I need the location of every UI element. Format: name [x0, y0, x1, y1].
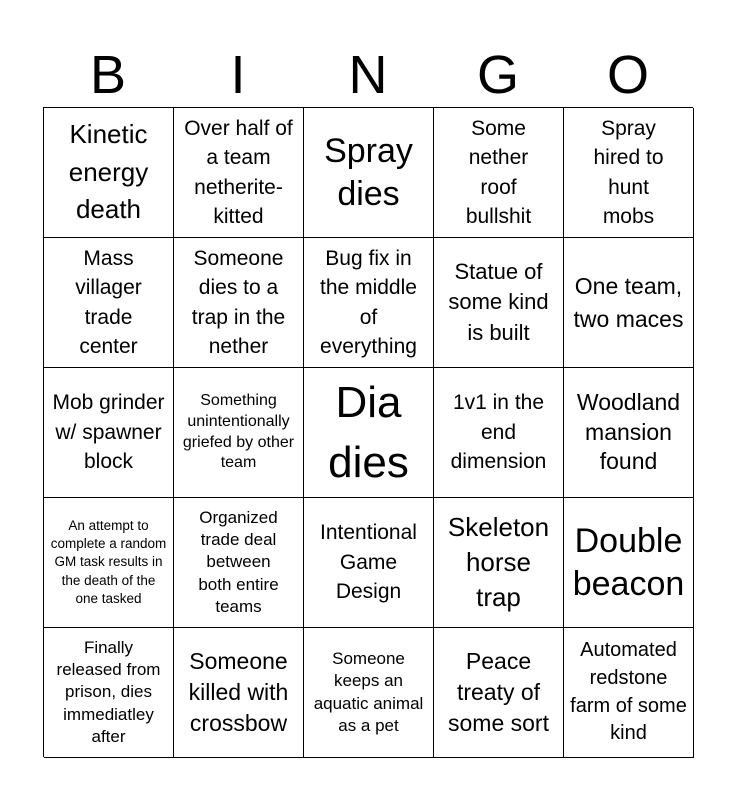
bingo-board — [43, 107, 693, 757]
cell-text: Dia dies — [328, 378, 409, 487]
bingo-cell[interactable] — [174, 498, 304, 628]
cell-text: Someone keeps an aquatic animal as a pet — [313, 649, 424, 735]
cell-text: Mass villager trade center — [75, 246, 142, 358]
bingo-cell[interactable] — [304, 498, 434, 628]
cell-text: Something unintentionally griefed by other team — [182, 391, 295, 472]
bingo-cell[interactable] — [304, 368, 434, 498]
cell-text: Some nether roof bullshit — [465, 116, 532, 228]
bingo-cell[interactable] — [44, 108, 174, 238]
cell-text: Someone dies to a trap in the nether — [191, 246, 286, 358]
cell-text: Woodland mansion found — [576, 388, 681, 475]
bingo-header — [43, 44, 693, 106]
header-letter-n: N — [348, 45, 388, 105]
bingo-cell[interactable] — [304, 628, 434, 758]
cell-text: Intentional Game Design — [320, 521, 417, 604]
cell-text: Organized trade deal between both entire teams — [198, 508, 279, 616]
bingo-cell[interactable] — [434, 498, 564, 628]
cell-text: Spray dies — [324, 132, 413, 213]
cell-text: 1v1 in the end dimension — [450, 391, 547, 474]
cell-text: Automated redstone farm of some kind — [570, 639, 687, 745]
bingo-cell[interactable] — [44, 368, 174, 498]
cell-text: Spray hired to hunt mobs — [593, 116, 664, 228]
cell-text: Statue of some kind is built — [448, 258, 549, 345]
bingo-cell[interactable] — [434, 238, 564, 368]
bingo-cell[interactable] — [44, 498, 174, 628]
bingo-cell[interactable] — [434, 368, 564, 498]
bingo-cell[interactable] — [564, 628, 694, 758]
bingo-cell[interactable] — [174, 628, 304, 758]
cell-text: Double beacon — [572, 522, 685, 603]
header-letter-o: O — [606, 45, 649, 105]
bingo-cell[interactable] — [44, 628, 174, 758]
cell-text: Someone killed with crossbow — [188, 647, 289, 737]
cell-text: Mob grinder w/ spawner block — [52, 391, 165, 474]
bingo-cell[interactable] — [564, 498, 694, 628]
cell-text: Skeleton horse trap — [447, 511, 550, 613]
bingo-cell[interactable] — [304, 108, 434, 238]
bingo-cell[interactable] — [434, 628, 564, 758]
cell-text: Bug fix in the middle of everything — [320, 246, 417, 358]
bingo-cell[interactable] — [174, 368, 304, 498]
cell-text: Kinetic energy death — [68, 118, 149, 225]
bingo-cell[interactable] — [564, 238, 694, 368]
bingo-cell[interactable] — [174, 108, 304, 238]
bingo-cell[interactable] — [434, 108, 564, 238]
header-letter-b: B — [89, 45, 127, 105]
bingo-cell[interactable] — [564, 368, 694, 498]
cell-text: Over half of a team netherite-kitted — [184, 116, 293, 228]
bingo-cell[interactable] — [174, 238, 304, 368]
cell-text: Finally released from prison, dies immediatley after — [56, 638, 161, 746]
bingo-cell[interactable] — [44, 238, 174, 368]
cell-text: One team, two maces — [573, 273, 684, 332]
cell-text: Peace treaty of some sort — [448, 647, 549, 737]
bingo-cell[interactable] — [304, 238, 434, 368]
header-letter-i: I — [230, 45, 246, 105]
header-letter-g: G — [476, 45, 519, 105]
bingo-cell[interactable] — [564, 108, 694, 238]
cell-text: An attempt to complete a random GM task results in the death of the one tasked — [50, 517, 167, 606]
